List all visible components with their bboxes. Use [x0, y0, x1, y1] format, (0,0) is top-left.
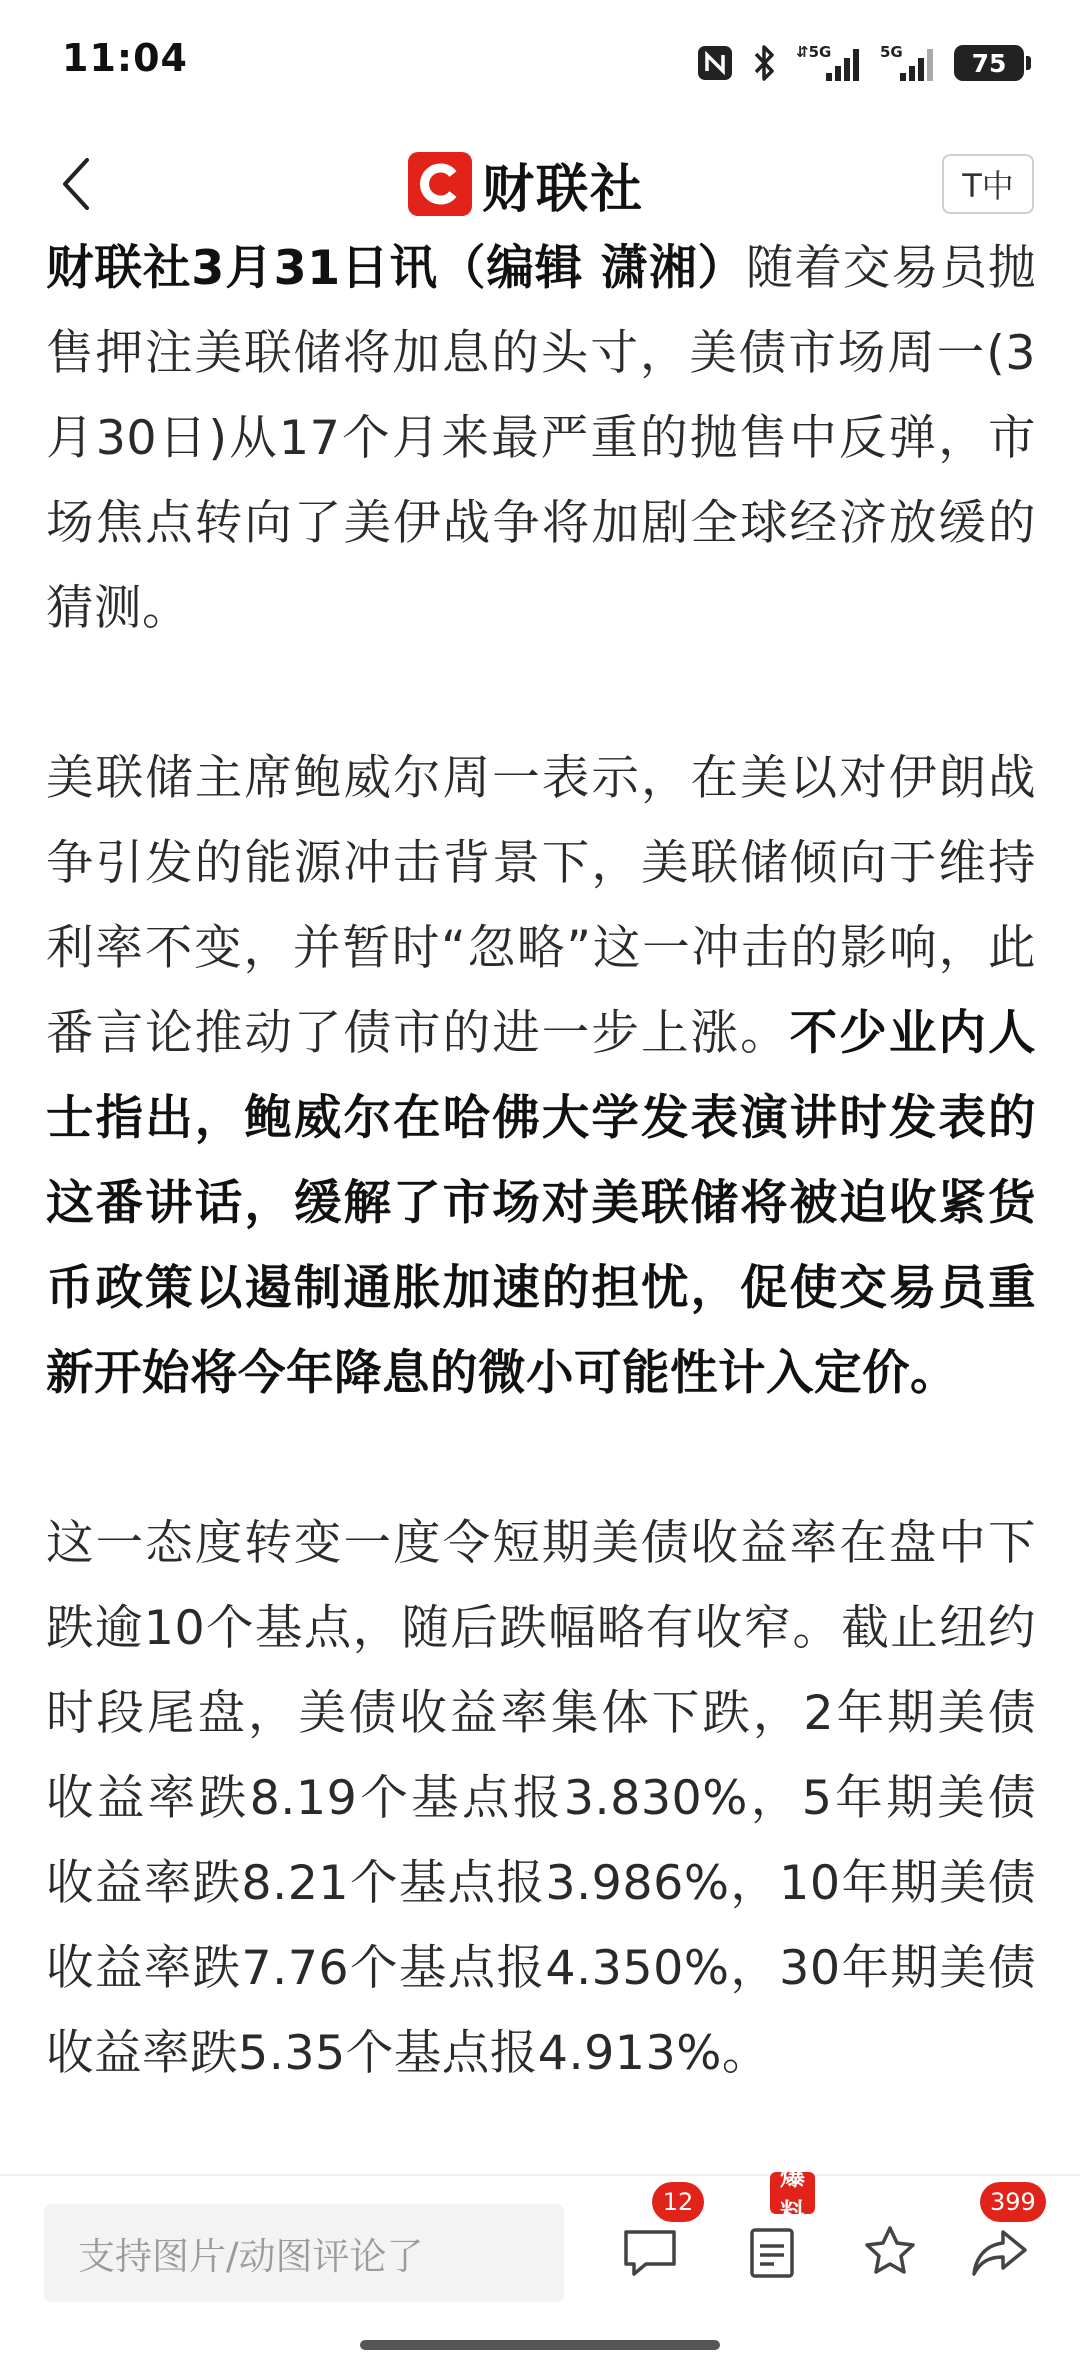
comment-button[interactable]	[610, 2188, 694, 2292]
svg-text:⇵5G: ⇵5G	[796, 43, 832, 61]
status-bar	[0, 0, 1080, 120]
article-lead: 财联社3月31日讯（编辑 潇湘）	[46, 241, 746, 296]
signal-icon	[880, 43, 936, 83]
paragraph-text: 美联储主席鲍威尔周一表示，在美以对伊朗战争引发的能源冲击背景下，美联储倾向于维持利率不变，并暂时“忽略”这一冲击的影响，此番言论推动了债市的进一步上涨。	[46, 751, 1036, 1061]
status-icons	[696, 40, 1024, 86]
article-paragraph	[46, 1501, 1036, 2096]
comment-input[interactable]: 支持图片/动图评论了	[44, 2204, 564, 2302]
logo-text: 财联社	[482, 159, 645, 220]
battery-indicator: 75	[954, 45, 1024, 81]
back-button[interactable]	[46, 152, 106, 216]
comment-count-badge: 12	[652, 2182, 704, 2222]
report-tag-badge: 爆料	[770, 2172, 815, 2214]
share-count-badge: 399	[980, 2182, 1046, 2222]
status-time: 11:04	[62, 36, 188, 80]
comment-icon	[620, 2224, 680, 2280]
font-size-button[interactable]: T中	[942, 154, 1034, 214]
svg-text:5G: 5G	[880, 43, 903, 61]
share-button[interactable]	[960, 2188, 1040, 2292]
article-paragraph	[46, 736, 1036, 1416]
share-icon	[969, 2224, 1031, 2280]
favorite-button[interactable]	[850, 2212, 930, 2292]
article-body	[46, 226, 1036, 2176]
paragraph-text: 随着交易员抛售押注美联储将加息的头寸，美债市场周一(3月30日)从17个月来最严重的抛售中反弹，市场焦点转向了美伊战争将加剧全球经济放缓的猜测。	[46, 241, 1036, 636]
nfc-icon	[696, 44, 734, 82]
report-button[interactable]	[732, 2162, 812, 2292]
home-indicator[interactable]	[360, 2340, 720, 2350]
paragraph-bold-text: 不少业内人士指出，鲍威尔在哈佛大学发表演讲时发表的这番讲话，缓解了市场对美联储将被迫收紧货币政策以遏制通胀加速的担忧，促使交易员重新开始将今年降息的微小可能性计入定价。	[46, 1006, 1036, 1401]
signal-icon	[796, 43, 862, 83]
bluetooth-icon	[752, 43, 778, 83]
report-icon	[744, 2222, 800, 2282]
star-icon	[860, 2222, 920, 2282]
paragraph-text: 这一态度转变一度令短期美债收益率在盘中下跌逾10个基点，随后跌幅略有收窄。截止纽约时段尾盘，美债收益率集体下跌，2年期美债收益率跌8.19个基点报3.830%，5年期美债收益率跌8.21个基点报3.986%，10年期美债收益率跌7.76个基点报4.350%，30年期美债收益率跌5.35个基点报4.913%。	[46, 1516, 1036, 2081]
app-logo	[408, 150, 644, 218]
back-arrow-icon	[59, 156, 93, 212]
article-paragraph	[46, 226, 1036, 651]
logo-mark-icon	[408, 152, 472, 216]
